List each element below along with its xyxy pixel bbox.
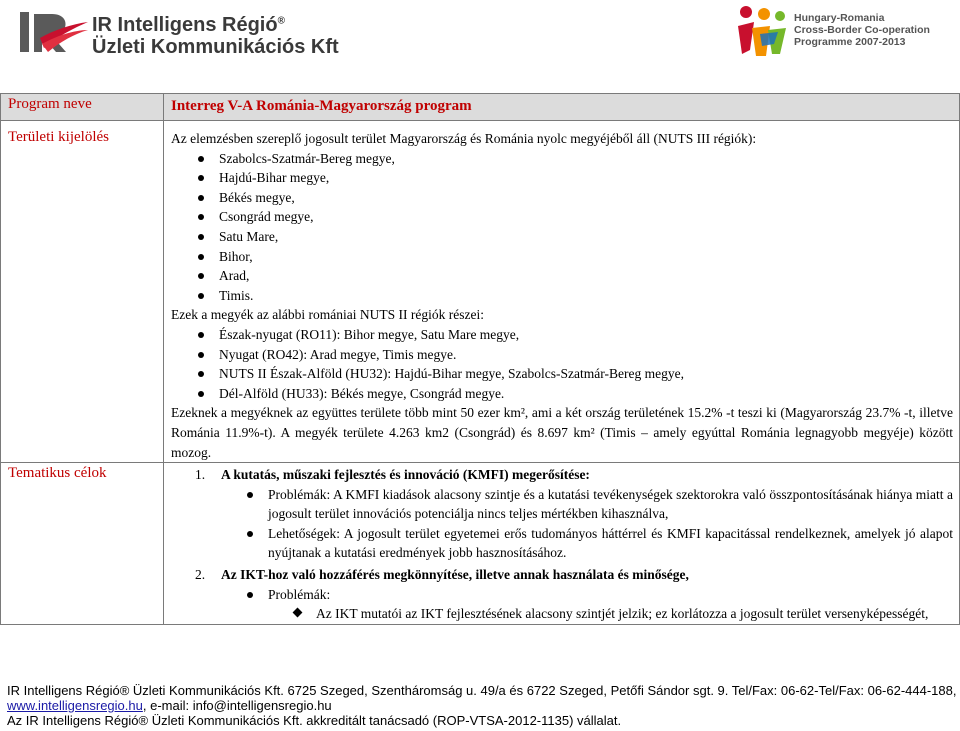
nuts2-intro: Ezek a megyék az alábbi romániai NUTS II régiók részei: (171, 307, 484, 323)
list-item: Nyugat (RO42): Arad megye, Timis megye. (219, 345, 953, 365)
list-item: NUTS II Észak-Alföld (HU32): Hajdú-Bihar megye, Szabolcs-Szatmár-Bereg megye, (219, 364, 953, 384)
program-name-value: Interreg V-A Románia-Magyarország program (171, 98, 472, 114)
sub-bullets (268, 604, 953, 624)
ir-logo-mark-icon (18, 8, 90, 56)
county-list (171, 149, 953, 306)
list-item: Problémák: A KMFI kiadások alacsony szintje és a kutatási tevékenységek szektorokra való összpontosításának hiánya miatt a jogosult terület innovációs potenciálja nincs teljes mértékben kihasználva, (268, 485, 953, 524)
goal-number: 1. (195, 467, 206, 483)
list-item: Satu Mare, (219, 227, 953, 247)
list-item: Hajdú-Bihar megye, (219, 168, 953, 188)
program-info-table (0, 93, 960, 625)
program-name-cell (164, 94, 960, 121)
footer-accreditation: Az IR Intelligens Régió® Üzleti Kommunikációs Kft. akkreditált tanácsadó (ROP-VTSA-2012-1135) vállalat. (7, 713, 622, 728)
list-item: Lehetőségek: A jogosult terület egyetemei erős tudományos háttérrel és KMFI kapacitással rendelkeznek, amelyek jó alapot nyújtanak a kutatási eredmények jobb hasznosításához. (268, 524, 953, 563)
list-item: Békés megye, (219, 188, 953, 208)
goal-item (195, 565, 953, 624)
goals-list (195, 465, 953, 624)
thematic-goals-label: Tematikus célok (1, 463, 164, 625)
thematic-goals-cell (164, 463, 960, 625)
diamond-bullet-icon (293, 608, 303, 618)
programme-logo-text: Hungary-Romania Cross-Border Co-operation Programme 2007-2013 (794, 12, 930, 48)
goal-title: A kutatás, műszaki fejlesztés és innováció (KMFI) megerősítése: (221, 467, 590, 483)
list-item: Timis. (219, 286, 953, 306)
nuts2-list (171, 325, 953, 403)
page-footer (7, 683, 957, 728)
list-item: Dél-Alföld (HU33): Békés megye, Csongrád megye. (219, 384, 953, 404)
goal-number: 2. (195, 567, 206, 583)
page-header (0, 0, 960, 66)
footer-contact (7, 698, 957, 713)
row-thematic-goals (1, 463, 960, 625)
row-program-name (1, 94, 960, 121)
list-item: Az IKT mutatói az IKT fejlesztésének alacsony szintjét jelzik; ez korlátozza a jogosult terület versenyképességét, (316, 604, 953, 624)
program-name-label: Program neve (1, 94, 164, 121)
ir-logo-line1: IR Intelligens Régió® (92, 14, 285, 36)
list-item: Szabolcs-Szatmár-Bereg megye, (219, 149, 953, 169)
website-link[interactable]: www.intelligensregio.hu (7, 698, 143, 713)
hu-ro-programme-logo[interactable] (734, 4, 944, 58)
territory-intro: Az elemzésben szereplő jogosult terület Magyarország és Románia nyolc megyéjéből áll (NUTS III régiók): (171, 131, 757, 146)
row-territory (1, 121, 960, 463)
area-paragraph: Ezeknek a megyéknek az együttes területe több mint 50 ezer km², ami a két ország területének 15.2% -t teszi ki (Magyarország 23.7% -t, illetve Románia 11.9%-t). A megyék területe 4.263 km2 (Csongrád) és 8.697 km² (Timis – amely egyúttal Románia legnagyobb megyéje) között mozog. (171, 405, 953, 460)
programme-figures-icon (734, 4, 790, 58)
goal-title: Az IKT-hoz való hozzáférés megkönnyítése, illetve annak használata és minősége, (221, 567, 689, 583)
problems-label: Problémák: (268, 586, 331, 602)
list-item: Csongrád megye, (219, 207, 953, 227)
ir-logo[interactable] (18, 8, 339, 58)
footer-email: , e-mail: info@intelligensregio.hu (142, 698, 332, 713)
list-item: Észak-nyugat (RO11): Bihor megye, Satu Mare megye, (219, 325, 953, 345)
list-item: Bihor, (219, 247, 953, 267)
footer-address: IR Intelligens Régió® Üzleti Kommunikációs Kft. 6725 Szeged, Szentháromság u. 49/a és 6722 Szeged, Petőfi Sándor sgt. 9. Tel/Fax: 06-62-Tel/Fax: 06-62-444-188, (7, 683, 957, 698)
list-item (268, 585, 953, 624)
list-item: Arad, (219, 266, 953, 286)
territory-label: Területi kijelölés (1, 121, 164, 463)
territory-cell (164, 121, 960, 463)
goal-item (195, 465, 953, 563)
ir-logo-line2: Üzleti Kommunikációs Kft (92, 36, 339, 58)
goal-bullets (221, 585, 953, 624)
goal-bullets (221, 485, 953, 563)
